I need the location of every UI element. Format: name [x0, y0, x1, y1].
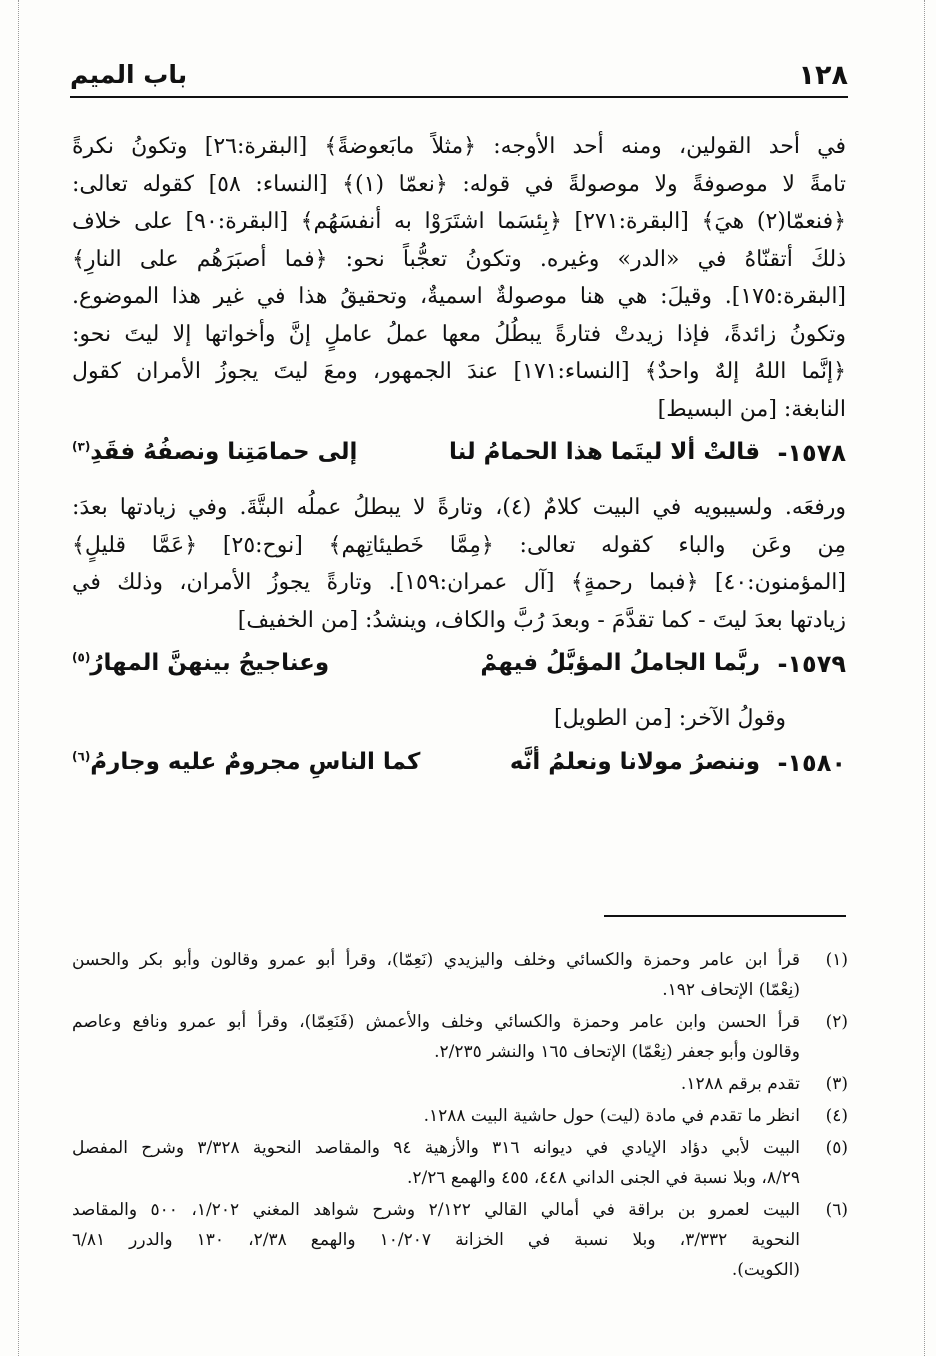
footnote-line: النحوية ٣/٣٣٢، وبلا نسبة في الخزانة ١٠/٢٠٧ والهمع ٢/٣٨، ١٣٠ والدرر ٦/٨١ — [72, 1230, 800, 1250]
page-header — [70, 56, 848, 98]
footnote-5 — [72, 1133, 848, 1193]
verse-second-hemistich — [72, 650, 329, 676]
main-text — [72, 128, 846, 799]
verse-first-hemistich: قالتْ ألا ليتَما هذا الحمامُ لنا — [449, 439, 760, 465]
footnote-number: (٥) — [825, 1138, 848, 1158]
footnote-line: انظر ما تقدم في مادة (ليت) حول حاشية البيت ١٢٨٨. — [423, 1106, 800, 1126]
footnote-line: البيت لعمرو بن براقة في أمالي القالي ٢/١٢٢ وشرح شواهد المغني ١/٢٠٢، ٥٠٠ والمقاصد — [72, 1200, 800, 1220]
footnote-2 — [72, 1007, 848, 1067]
verse-number: ١٥٧٩- — [777, 650, 846, 678]
footnotes — [72, 945, 848, 1287]
footnote-line: (نِعْمّا) الإتحاف ١٩٢. — [662, 980, 800, 1000]
footnote-line: تقدم برقم ١٢٨٨. — [680, 1074, 800, 1094]
footnote-number: (٦) — [825, 1200, 848, 1220]
footnote-3 — [72, 1069, 848, 1099]
verse-1578 — [72, 431, 846, 485]
text-line: تامةً لا موصوفةً ولا موصولةً في قوله: ﴿نعمّا (١)﴾ [النساء: ٥٨] كقوله تعالى: — [72, 171, 846, 197]
footnote-ref: (٦) — [72, 748, 91, 763]
text-line: وقولُ الآخر: [من الطويل] — [554, 706, 786, 731]
footnote-number: (٤) — [825, 1106, 848, 1126]
footnote-6 — [72, 1195, 848, 1285]
footnote-4 — [72, 1101, 848, 1131]
verse-first-hemistich: وننصرُ مولانا ونعلمُ أنَّه — [509, 748, 760, 775]
verse-first-hemistich: ربَّما الجاملُ المؤبَّلُ فيهمْ — [480, 650, 760, 676]
footnote-line: (الكويت). — [731, 1260, 800, 1280]
text-line: ﴿إنَّما اللهُ إلهٌ واحدٌ﴾ [النساء:١٧١] عندَ الجمهور، ومعَ ليتَ يجوزُ الأمران كقول — [72, 359, 846, 384]
text-line: في أحد القولين، ومنه أحد الأوجه: ﴿مثلاً مابَعوضةً﴾ [البقرة:٢٦] وتكونُ نكرةً — [72, 134, 846, 159]
text-line: زيادتها بعدَ ليتَ - كما تقدَّمَ - وبعدَ رُبَّ والكاف، وينشدُ: [من الخفيف] — [237, 607, 846, 633]
text-line: مِن وعَن والباء كقوله تعالى: ﴿مِمَّا خَطيئاتِهم﴾ [نوح:٢٥] ﴿عَمَّا قليلٍ﴾ — [72, 532, 846, 558]
verse-second-hemistich — [72, 439, 357, 465]
verse-1579 — [72, 642, 846, 696]
footnote-line: ٨/٢٩، وبلا نسبة في الجنى الداني ٤٤٨، ٤٥٥ والهمع ٢/٢٦. — [406, 1168, 800, 1188]
verse-second-text: وعناجيجُ بينهنَّ المهارُ — [90, 650, 330, 676]
footnote-ref: (٥) — [72, 650, 91, 665]
footnote-separator — [604, 915, 846, 917]
verse-second-hemistich — [72, 749, 420, 775]
text-line: النابغة: [من البسيط] — [657, 396, 846, 422]
footnote-line: قرأ الحسن وابن عامر وحمزة والكسائي وخلف والأعمش (فَنَعِمّا)، وقرأ أبو عمرو ونافع وعاصم — [72, 1012, 800, 1032]
verse-number: ١٥٧٨- — [777, 439, 846, 467]
footnote-number: (٢) — [825, 1012, 848, 1032]
footnote-1 — [72, 945, 848, 1005]
footnote-line: البيت لأبي دؤاد الإيادي في ديوانه ٣١٦ والأزهية ٩٤ والمقاصد النحوية ٣/٣٢٨ وشرح المفصل — [72, 1138, 800, 1158]
chapter-title: باب الميم — [70, 60, 188, 89]
text-line: ذلكَ أتقنّاهُ في «الدر» وغيره. وتكونُ تعجُّباً نحو: ﴿فما أصبَرَهُم على النارِ﴾ — [72, 246, 846, 272]
verse-second-text: كما الناسِ مجرومٌ عليه وجارمُ — [90, 748, 421, 775]
footnote-ref: (٣) — [72, 439, 91, 454]
footnote-number: (١) — [825, 950, 848, 970]
footnote-number: (٣) — [825, 1074, 848, 1094]
footnote-line: قرأ ابن عامر وحمزة والكسائي وخلف واليزيدي (نَعِمّا)، وقرأ أبو عمرو وقالون وأبو بكر والحسن — [72, 950, 800, 970]
text-line: [البقرة:١٧٥]. وقيلَ: هي هنا موصولةٌ اسميةٌ، وتحقيقُ هذا في غير هذا الموضوع. — [72, 284, 846, 309]
verse-1580 — [72, 741, 846, 795]
footnote-line: وقالون وأبو جعفر (نِعْمّا) الإتحاف ١٦٥ والنشر ٢/٢٣٥. — [434, 1042, 800, 1062]
scan-margin-line-left — [18, 0, 19, 1356]
scan-margin-line-right — [924, 0, 925, 1356]
verse-second-text: إلى حمامَتِنا ونصفُهُ فقَدِ — [90, 439, 358, 465]
text-line: [المؤمنون:٤٠] ﴿فبما رحمةٍ﴾ [آل عمران:١٥٩]. وتارةً يجوزُ الأمران، وذلك في — [72, 570, 846, 595]
text-line: ﴿فنعمّا(٢) هيَ﴾ [البقرة:٢٧١] ﴿بِئسَما اشتَرَوْا به أنفسَهُم﴾ [البقرة:٩٠] على خلاف — [72, 209, 846, 234]
verse-number: ١٥٨٠- — [777, 748, 846, 777]
text-line: وتكونُ زائدةً، فإذا زيدتْ فتارةً يبطُلُ معها عملُ عاملٍ إنَّ وأخواتها إلا ليتَ نحو: — [72, 321, 846, 347]
text-line: ورفعَه. ولسيبويه في البيت كلامٌ (٤)، وتارةً لا يبطلُ عملُه البتَّةَ. وفي زيادتها بعدَ: — [72, 495, 846, 520]
page-number: ١٢٨ — [798, 60, 848, 91]
